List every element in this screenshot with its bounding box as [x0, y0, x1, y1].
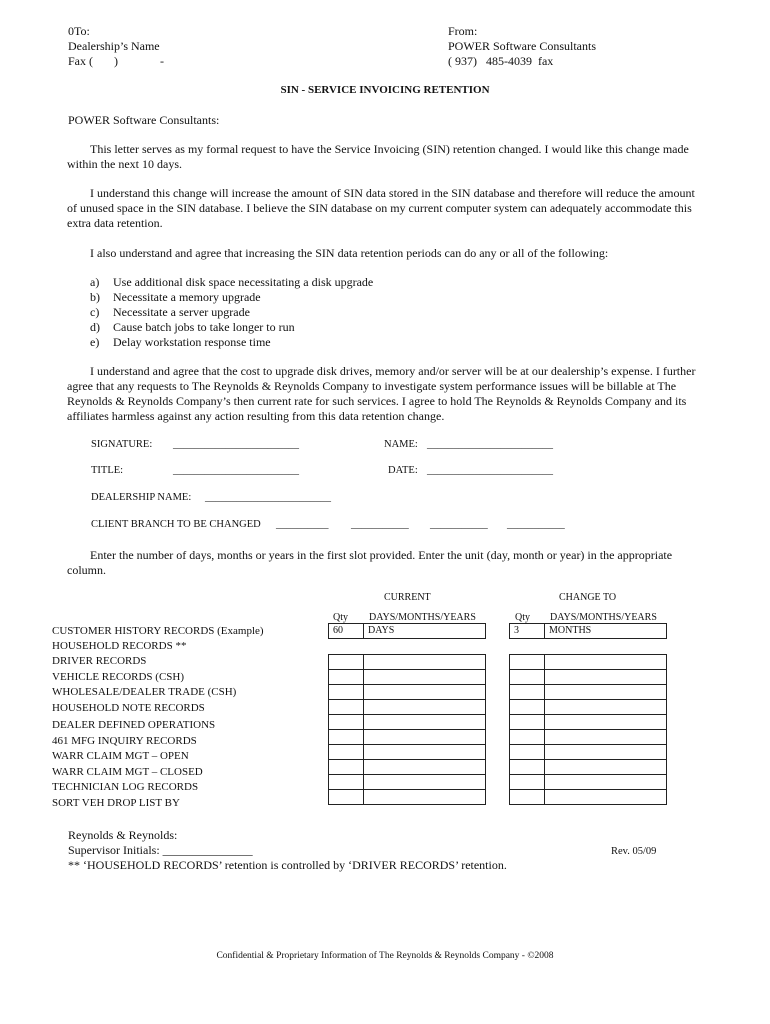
paragraph-request: This letter serves as my formal request to have the Service Invoicing (SIN) retention changed. I would like this change made within the next 10 days.	[67, 142, 689, 171]
sender-block	[448, 24, 596, 69]
change-unit-header: DAYS/MONTHS/YEARS	[550, 612, 657, 623]
current-unit-cell[interactable]	[364, 715, 486, 730]
change-qty-cell[interactable]	[510, 715, 545, 730]
current-qty-cell[interactable]	[329, 670, 364, 685]
row-label-dealer-defined: DEALER DEFINED OPERATIONS	[52, 719, 216, 731]
salutation: POWER Software Consultants:	[68, 113, 220, 127]
current-qty-cell[interactable]	[329, 715, 364, 730]
household-note: ** ‘HOUSEHOLD RECORDS’ retention is controlled by ‘DRIVER RECORDS’ retention.	[68, 858, 507, 872]
change-qty-cell[interactable]	[510, 760, 545, 775]
current-qty-header: Qty	[333, 612, 348, 623]
change-entry-grid	[509, 654, 667, 805]
change-unit-cell[interactable]	[545, 775, 667, 790]
reynolds-label: Reynolds & Reynolds:	[68, 828, 178, 842]
current-unit-cell[interactable]	[364, 775, 486, 790]
name-label: NAME:	[384, 439, 418, 450]
current-header: CURRENT	[384, 592, 431, 603]
example-row-label: CUSTOMER HISTORY RECORDS (Example)	[52, 625, 264, 637]
row-label-technician-log: TECHNICIAN LOG RECORDS	[52, 781, 199, 793]
current-qty-cell[interactable]	[329, 745, 364, 760]
change-qty-header: Qty	[515, 612, 530, 623]
change-unit-cell[interactable]	[545, 790, 667, 805]
list-item: e) Delay workstation response time	[90, 335, 271, 349]
change-example-qty: 3	[510, 624, 545, 639]
from-company: POWER Software Consultants	[448, 39, 596, 53]
from-fax: ( 937) 485-4039 fax	[448, 54, 554, 68]
paragraph-understand: I understand this change will increase the amount of SIN data stored in the SIN database and therefore will reduce the amount of unused space in the SIN database. I believe the SIN database on my current computer system can adequately accommodate this extra data retention.	[67, 186, 695, 230]
change-example-unit: MONTHS	[545, 624, 667, 639]
change-qty-cell[interactable]	[510, 790, 545, 805]
paragraph-agree: I also understand and agree that increasing the SIN data retention periods can do any or all of the following:	[90, 246, 609, 260]
dealership-name-label: Dealership’s Name	[68, 39, 160, 53]
row-label-household: HOUSEHOLD RECORDS **	[52, 640, 187, 652]
row-label-warr-open: WARR CLAIM MGT – OPEN	[52, 750, 189, 762]
change-unit-cell[interactable]	[545, 715, 667, 730]
revision-label: Rev. 05/09	[611, 846, 657, 857]
client-branch-label: CLIENT BRANCH TO BE CHANGED	[91, 519, 261, 530]
client-branch-field-3[interactable]: ___________	[430, 519, 488, 530]
date-field[interactable]: ________________________	[427, 465, 553, 476]
list-item: d) Cause batch jobs to take longer to run	[90, 320, 295, 334]
title-label: TITLE:	[91, 465, 124, 476]
row-label-mfg-inquiry: 461 MFG INQUIRY RECORDS	[52, 735, 197, 747]
current-unit-cell[interactable]	[364, 760, 486, 775]
from-line: From:	[448, 24, 478, 38]
current-unit-cell[interactable]	[364, 655, 486, 670]
fax-label: Fax	[68, 54, 86, 68]
row-label-driver: DRIVER RECORDS	[52, 655, 147, 667]
change-unit-cell[interactable]	[545, 760, 667, 775]
current-unit-cell[interactable]	[364, 730, 486, 745]
change-example-table	[509, 623, 667, 639]
paragraph-instructions: Enter the number of days, months or years in the first slot provided. Enter the unit (day, month or year) in the appropriate column.	[67, 548, 673, 577]
to-line: 0To:	[68, 24, 90, 38]
supervisor-initials-field[interactable]: Supervisor Initials: _______________	[68, 843, 253, 857]
change-qty-cell[interactable]	[510, 700, 545, 715]
dealership-name-field[interactable]: ________________________	[205, 492, 331, 503]
current-qty-cell[interactable]	[329, 655, 364, 670]
row-label-sort-veh: SORT VEH DROP LIST BY	[52, 797, 180, 809]
confidential-footer: Confidential & Proprietary Information of The Reynolds & Reynolds Company - ©2008	[216, 951, 554, 961]
change-unit-cell[interactable]	[545, 745, 667, 760]
list-item: b) Necessitate a memory upgrade	[90, 290, 261, 304]
current-entry-grid	[328, 654, 486, 805]
change-qty-cell[interactable]	[510, 730, 545, 745]
row-label-vehicle: VEHICLE RECORDS (CSH)	[52, 671, 185, 683]
change-qty-cell[interactable]	[510, 655, 545, 670]
list-item: a) Use additional disk space necessitating a disk upgrade	[90, 275, 374, 289]
current-unit-cell[interactable]	[364, 745, 486, 760]
name-field[interactable]: ________________________	[427, 439, 553, 450]
paragraph-cost: I understand and agree that the cost to upgrade disk drives, memory and/or server will be at our dealership’s expense. I further agree that any requests to The Reynolds & Reynolds Company to investigate system performance issues will be billable at The Reynolds & Reynolds Company’s then current rate for such services. I agree to hold The Reynolds & Reynolds Company and its affiliates harmless against any action resulting from this data retention change.	[67, 364, 696, 423]
date-label: DATE:	[388, 465, 418, 476]
current-example-unit: DAYS	[364, 624, 486, 639]
signature-field[interactable]: ________________________	[173, 439, 299, 450]
row-label-household-note: HOUSEHOLD NOTE RECORDS	[52, 702, 205, 714]
current-unit-cell[interactable]	[364, 670, 486, 685]
current-unit-cell[interactable]	[364, 790, 486, 805]
current-qty-cell[interactable]	[329, 685, 364, 700]
change-to-header: CHANGE TO	[559, 592, 617, 603]
change-unit-cell[interactable]	[545, 730, 667, 745]
change-qty-cell[interactable]	[510, 685, 545, 700]
title-field[interactable]: ________________________	[173, 465, 299, 476]
current-qty-cell[interactable]	[329, 700, 364, 715]
current-unit-header: DAYS/MONTHS/YEARS	[369, 612, 476, 623]
client-branch-field-4[interactable]: ___________	[507, 519, 565, 530]
current-qty-cell[interactable]	[329, 730, 364, 745]
current-qty-cell[interactable]	[329, 760, 364, 775]
change-qty-cell[interactable]	[510, 670, 545, 685]
current-example-table	[328, 623, 486, 639]
client-branch-field-2[interactable]: ___________	[351, 519, 409, 530]
change-qty-cell[interactable]	[510, 775, 545, 790]
dealership-name-label: DEALERSHIP NAME:	[91, 492, 192, 503]
change-unit-cell[interactable]	[545, 655, 667, 670]
fax-line	[68, 54, 164, 69]
current-example-qty: 60	[329, 624, 364, 639]
row-label-wholesale: WHOLESALE/DEALER TRADE (CSH)	[52, 686, 237, 698]
row-label-warr-closed: WARR CLAIM MGT – CLOSED	[52, 766, 203, 778]
current-unit-cell[interactable]	[364, 685, 486, 700]
current-qty-cell[interactable]	[329, 790, 364, 805]
change-unit-cell[interactable]	[545, 685, 667, 700]
list-item: c) Necessitate a server upgrade	[90, 305, 250, 319]
document-title: SIN - SERVICE INVOICING RETENTION	[280, 84, 490, 96]
fax-blank: ( ) -	[89, 54, 164, 68]
signature-label: SIGNATURE:	[91, 439, 153, 450]
client-branch-field-1[interactable]: __________	[276, 519, 329, 530]
current-qty-cell[interactable]	[329, 775, 364, 790]
recipient-block	[68, 24, 164, 69]
current-unit-cell[interactable]	[364, 700, 486, 715]
change-qty-cell[interactable]	[510, 745, 545, 760]
reynolds-block	[68, 828, 507, 873]
change-unit-cell[interactable]	[545, 700, 667, 715]
consequence-list	[90, 275, 373, 350]
change-unit-cell[interactable]	[545, 670, 667, 685]
